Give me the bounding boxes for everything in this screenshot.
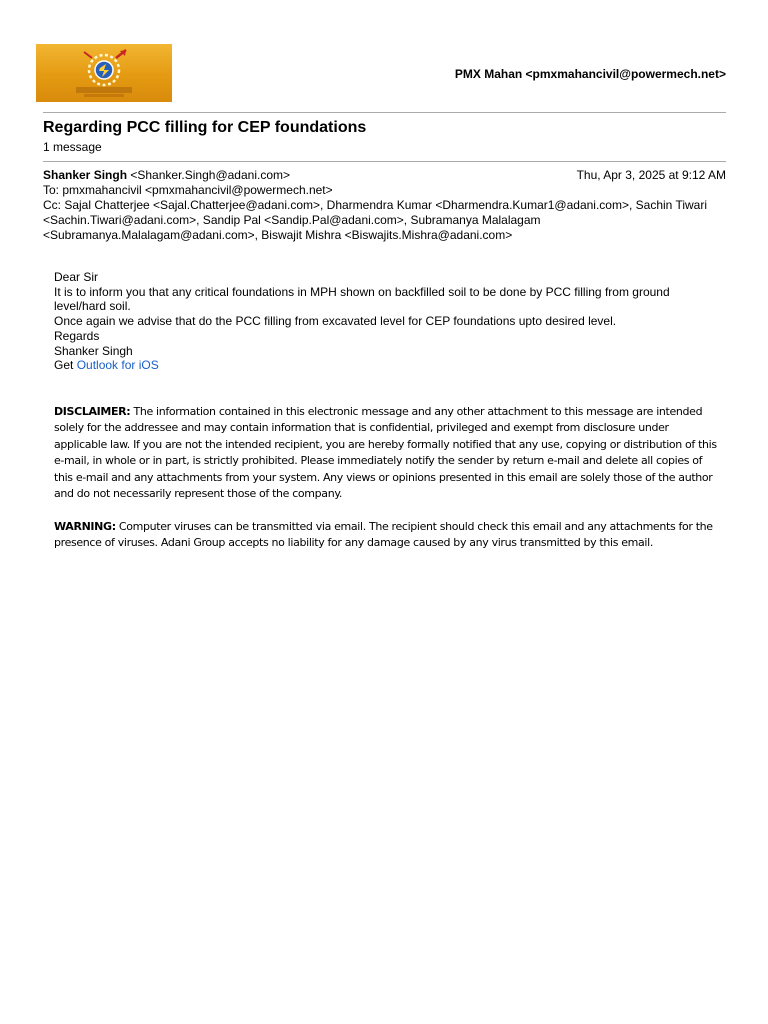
email-subject: Regarding PCC filling for CEP foundations — [43, 119, 367, 136]
from-row — [43, 168, 726, 183]
signature: Shanker Singh — [54, 343, 133, 358]
get-prefix: Get — [54, 358, 74, 373]
body-paragraph: It is to inform you that any critical foundations in MPH shown on backfilled soil to be done by PCC filling from ground — [54, 284, 670, 299]
outlook-line — [54, 358, 714, 373]
account-header: PMX Mahan <pmxmahancivil@powermech.net> — [454, 67, 726, 81]
body-paragraph: Once again we advise that do the PCC filling from excavated level for CEP foundations upto desired level. — [54, 314, 617, 329]
cc-row — [43, 198, 726, 243]
cc-line: <Sachin.Tiwari@adani.com>, Sandip Pal <Sandip.Pal@adani.com>, Subramanya Malalagam — [43, 213, 541, 227]
virus-warning — [54, 519, 718, 552]
sender-email: <Shanker.Singh@adani.com> — [130, 168, 290, 182]
subject-divider — [43, 161, 726, 162]
sent-date: Thu, Apr 3, 2025 at 9:12 AM — [576, 168, 726, 182]
disclaimer — [54, 404, 718, 502]
top-divider — [43, 112, 726, 113]
to-row: To: pmxmahancivil <pmxmahancivil@powermech.net> — [43, 183, 333, 197]
outlook-for-ios-link[interactable]: Outlook for iOS — [76, 358, 159, 373]
greeting: Dear Sir — [54, 270, 99, 284]
warning-label: WARNING: — [54, 520, 116, 533]
message-count: 1 message — [43, 140, 102, 154]
company-logo — [36, 44, 172, 102]
sender-name: Shanker Singh — [43, 168, 128, 182]
email-body — [54, 270, 714, 373]
body-paragraph: level/hard soil. — [54, 299, 131, 314]
warning-text: Computer viruses can be transmitted via email. The recipient should check this email and any attachments for the presence of viruses. Adani Group accepts no liability for any damage caused by any virus transmitted by this email. — [54, 520, 713, 550]
disclaimer-label: DISCLAIMER: — [54, 405, 131, 418]
cc-line: Cc: Sajal Chatterjee <Sajal.Chatterjee@adani.com>, Dharmendra Kumar <Dharmendra.Kumar1@adani.com>, Sachin Tiwari — [43, 198, 708, 212]
gear-logo-icon — [36, 44, 172, 102]
disclaimer-text: The information contained in this electronic message and any other attachment to this message are intended solely for the addressee and may contain information that is confidential, privileged and exempt from disclosure under applicable law. If you are not the intended recipient, you are hereby formally notified that any use, copying or distribution of this e-mail, in whole or in part, is strictly prohibited. Please immediately notify the sender by return e-mail and delete all copies of this e-mail and any attachments from your system. Any views or opinions presented in this email are solely those of the author and do not necessarily represent those of the company. — [54, 405, 717, 501]
cc-line: <Subramanya.Malalagam@adani.com>, Biswajit Mishra <Biswajits.Mishra@adani.com> — [43, 228, 513, 242]
closing: Regards — [54, 328, 100, 343]
